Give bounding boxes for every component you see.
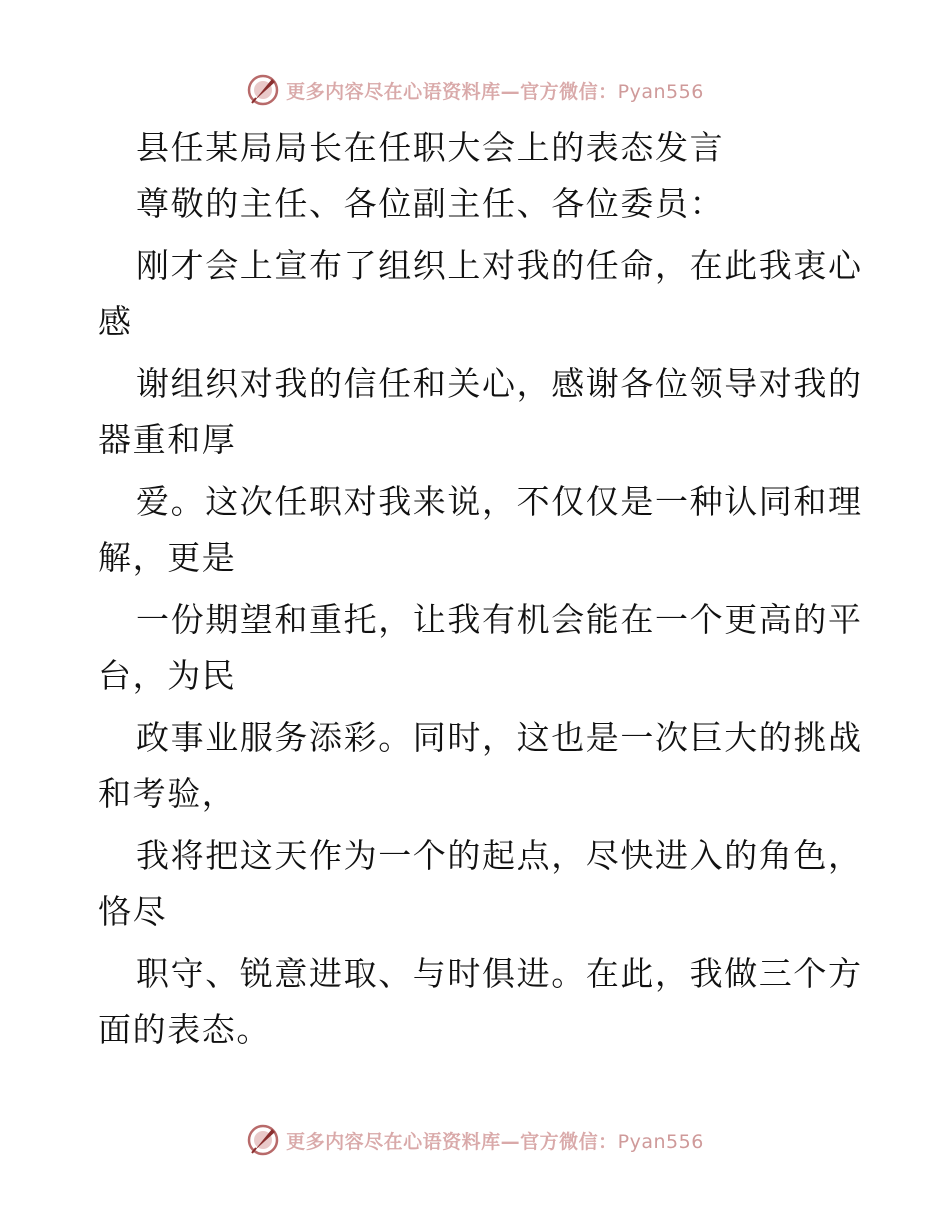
footer-watermark	[0, 1120, 950, 1160]
paragraph-line: 刚才会上宣布了组织上对我的任命，在此我衷心	[136, 246, 863, 285]
quill-logo-icon	[246, 1123, 280, 1157]
watermark-label: 更多内容尽在心语资料库—官方微信：	[286, 80, 618, 103]
paragraph-line: 一份期望和重托，让我有机会能在一个更高的平	[136, 600, 863, 639]
watermark-text	[286, 77, 704, 104]
paragraph-line: 我将把这天作为一个的起点，尽快进入的角色，	[136, 836, 863, 875]
paragraph-line: 职守、锐意进取、与时俱进。在此，我做三个方	[136, 954, 863, 993]
paragraph-line: 感	[98, 302, 133, 341]
paragraph-line: 爱。这次任职对我来说，不仅仅是一种认同和理	[136, 482, 863, 521]
watermark-text	[286, 1127, 704, 1154]
salutation: 尊敬的主任、各位副主任、各位委员：	[136, 184, 725, 223]
paragraph-line: 台，为民	[98, 656, 237, 695]
header-watermark	[0, 70, 950, 110]
paragraph-line: 谢组织对我的信任和关心，感谢各位领导对我的	[136, 364, 863, 403]
paragraph-line: 和考验，	[98, 774, 237, 813]
watermark-handle: Pyan556	[617, 80, 704, 103]
paragraph-line: 政事业服务添彩。同时，这也是一次巨大的挑战	[136, 718, 863, 757]
quill-logo-icon	[246, 73, 280, 107]
paragraph-line: 解，更是	[98, 538, 237, 577]
paragraph-line: 恪尽	[98, 892, 168, 931]
document-title: 县任某局局长在任职大会上的表态发言	[136, 128, 725, 167]
watermark-label: 更多内容尽在心语资料库—官方微信：	[286, 1130, 618, 1153]
paragraph-line: 器重和厚	[98, 420, 237, 459]
paragraph-line: 面的表态。	[98, 1010, 271, 1049]
watermark-handle: Pyan556	[617, 1130, 704, 1153]
